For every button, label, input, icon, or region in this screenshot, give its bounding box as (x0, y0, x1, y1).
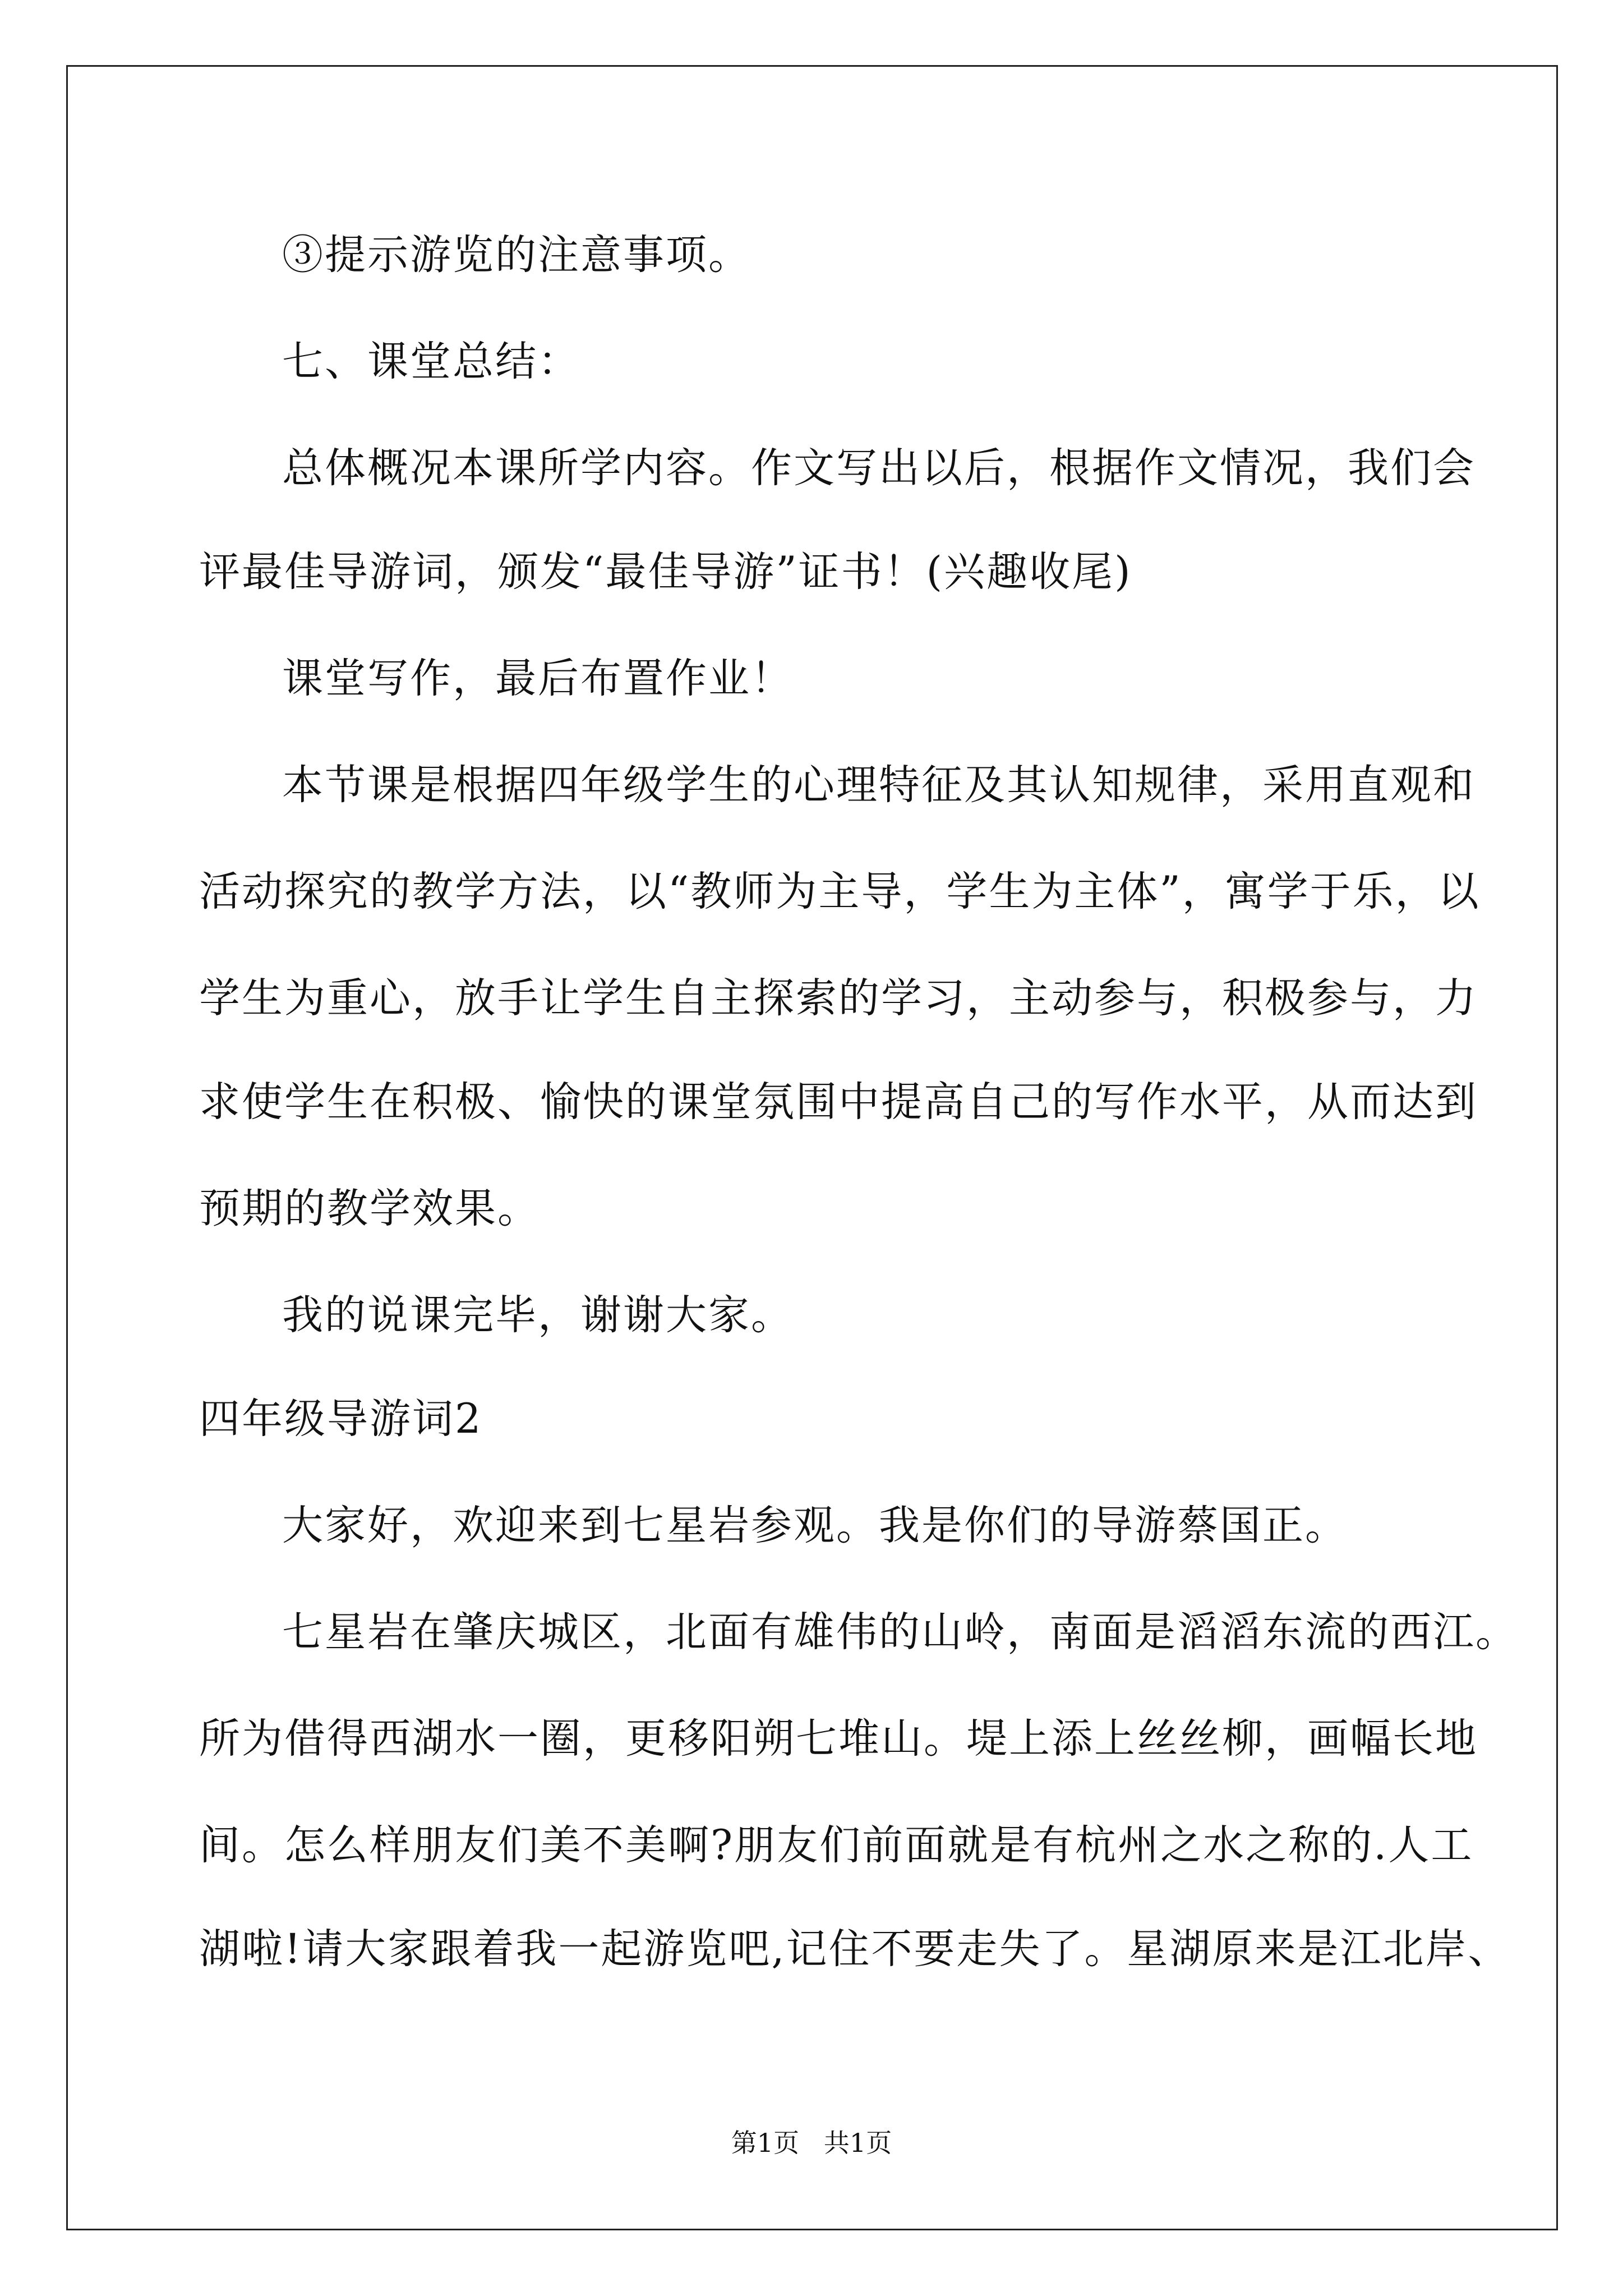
paragraph-line: 评最佳导游词，颁发“最佳导游”证书！(兴趣收尾) (199, 548, 1132, 596)
section-heading-summary: 七、课堂总结： (282, 338, 580, 385)
paragraph-line: 活动探究的教学方法，以“教师为主导，学生为主体”，寓学于乐，以 (199, 868, 1481, 915)
paragraph-line: 课堂写作，最后布置作业！ (282, 655, 794, 702)
paragraph-line: 我的说课完毕，谢谢大家。 (282, 1291, 794, 1339)
paragraph-line: 求使学生在积极、愉快的课堂氛围中提高自己的写作水平，从而达到 (199, 1078, 1478, 1126)
paragraph-line: 本节课是根据四年级学生的心理特征及其认知规律，采用直观和 (282, 761, 1476, 809)
paragraph-line: 湖啦!请大家跟着我一起游览吧,记住不要走失了。星湖原来是江北岸、 (199, 1925, 1511, 1973)
paragraph-line: 间。怎么样朋友们美不美啊?朋友们前面就是有杭州之水之称的.人工 (199, 1821, 1474, 1869)
paragraph-line: 总体概况本课所学内容。作文写出以后，根据作文情况，我们会 (282, 444, 1476, 492)
paragraph-line: 预期的教学效果。 (199, 1185, 540, 1232)
page-footer: 第1页 共1页 (731, 2128, 892, 2158)
paragraph-line: 所为借得西湖水一圈，更移阳朔七堆山。堤上添上丝丝柳，画幅长地 (199, 1715, 1478, 1763)
list-item-3: ③提示游览的注意事项。 (282, 231, 751, 279)
paragraph-line: 学生为重心，放手让学生自主探索的学习，主动参与，积极参与，力 (199, 974, 1478, 1022)
page-frame (66, 65, 1558, 2230)
paragraph-line: 大家好，欢迎来到七星岩参观。我是你们的导游蔡国正。 (282, 1502, 1348, 1549)
paragraph-line: 七星岩在肇庆城区，北面有雄伟的山岭，南面是滔滔东流的西江。 (282, 1608, 1518, 1656)
section-title: 四年级导游词2 (199, 1395, 483, 1443)
